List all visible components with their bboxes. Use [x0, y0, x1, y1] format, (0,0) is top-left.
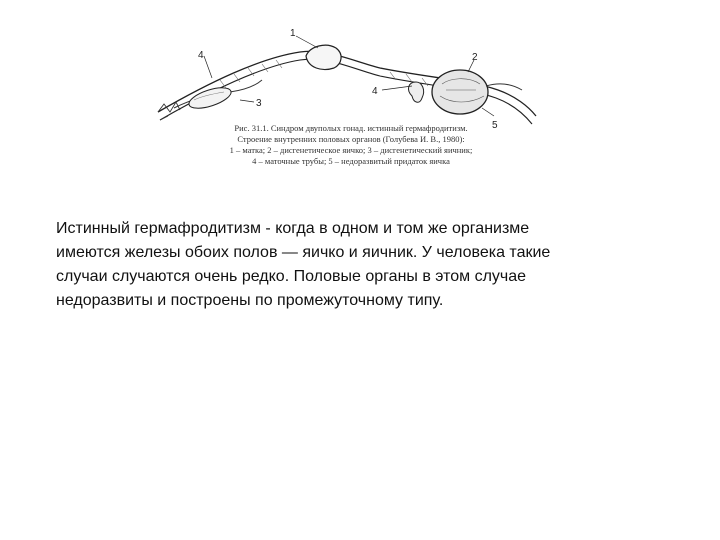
figure-caption — [206, 123, 496, 167]
body-line: Истинный гермафродитизм - когда в одном и том же организме — [56, 220, 530, 237]
body-line: случаи случаются очень редко. Половые органы в этом случае — [56, 268, 527, 285]
caption-line: 4 – маточные трубы; 5 – недоразвитый придаток яичка — [252, 156, 450, 166]
uterus — [306, 45, 341, 69]
right-fallopian-tube — [486, 84, 522, 90]
body-line: имеются железы обоих полов — яичко и яичник. У человека такие — [56, 244, 551, 261]
label-5: 5 — [492, 120, 498, 131]
right-gonad — [432, 70, 488, 114]
anatomy-figure — [150, 20, 540, 190]
label-3: 3 — [256, 98, 262, 109]
caption-line: Строение внутренних половых органов (Голубева И. В., 1980): — [237, 134, 465, 144]
body-paragraph — [56, 217, 676, 313]
left-gonad — [187, 84, 234, 113]
caption-line: Рис. 31.1. Синдром двуполых гонад. истинный гермафродитизм. — [234, 123, 468, 133]
label-2: 2 — [472, 52, 478, 63]
label-4-left: 4 — [198, 50, 204, 61]
label-1: 1 — [290, 28, 296, 39]
caption-line: 1 – матка; 2 – дисгенетическое яичко; 3 – дисгенетический яичник; — [229, 145, 473, 155]
body-line: недоразвиты и построены по промежуточному типу. — [56, 292, 444, 309]
gonad-diagram — [150, 20, 540, 140]
label-4-right: 4 — [372, 86, 378, 97]
right-small-bulb — [409, 82, 424, 102]
